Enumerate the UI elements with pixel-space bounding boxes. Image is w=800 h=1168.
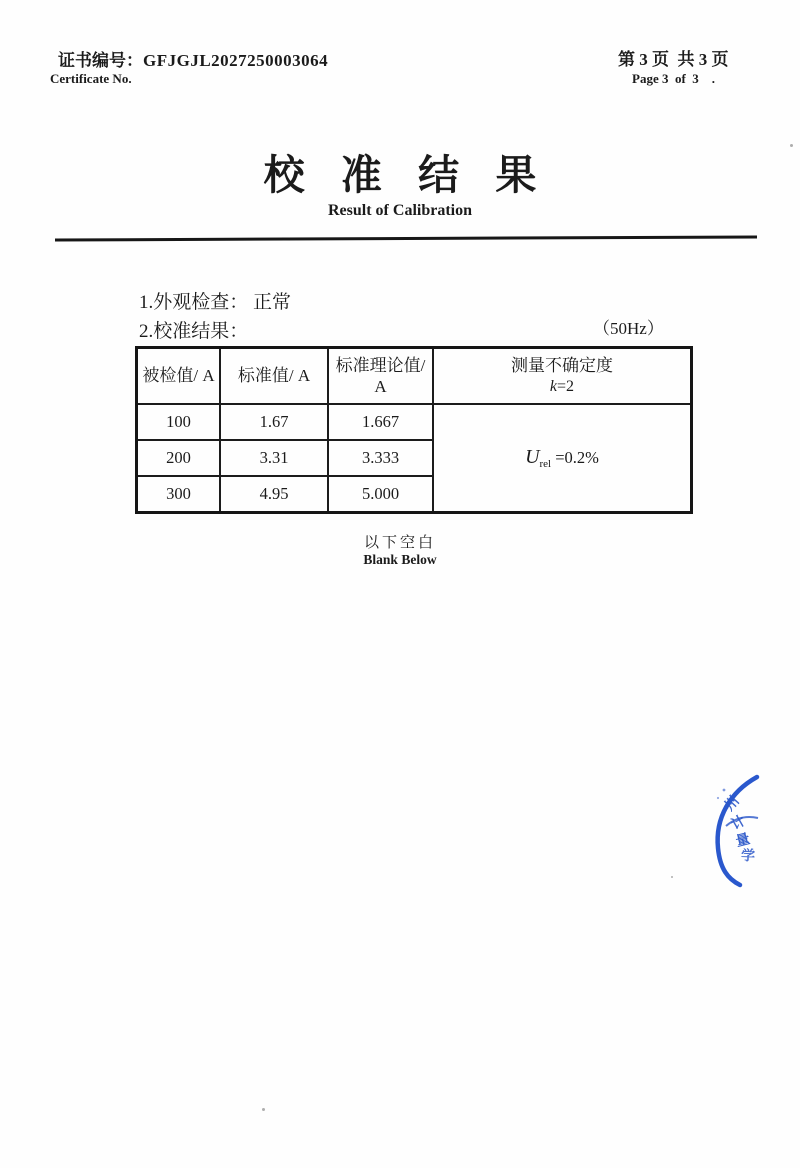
cell-uncertainty-value (433, 404, 692, 513)
header-theoretical-value: 标准理论值/ A (328, 348, 433, 405)
frequency-note: （50Hz） (593, 319, 664, 338)
calibration-result-line: 2.校准结果： (139, 321, 249, 342)
page-indicator-cn: 第 3 页 共 3 页 (618, 50, 729, 69)
certificate-label-en: Certificate No. (50, 70, 132, 86)
page-title: 校 准 结 果 (263, 152, 550, 198)
scan-speck (790, 144, 793, 147)
cell-theoretical-2: 3.333 (328, 440, 433, 476)
certificate-number: GFJGJL2027250003064 (143, 51, 329, 70)
cell-tested-1: 100 (137, 404, 221, 440)
cell-tested-3: 300 (137, 476, 221, 513)
seal-ink-dot (723, 789, 726, 792)
k-symbol: k (549, 377, 558, 395)
header-standard-value: 标准值/ A (220, 348, 328, 405)
scan-speck (262, 1108, 265, 1111)
uncertainty-k-line (434, 377, 690, 397)
u-subscript: rel (539, 458, 552, 470)
official-seal-stamp (674, 758, 800, 894)
seal-ink-dot (717, 797, 719, 799)
visual-inspection-line: 1.外观检查： 正常 (139, 292, 292, 313)
certificate-number-block (50, 52, 328, 86)
cell-standard-3: 4.95 (220, 476, 328, 513)
u-symbol: U (525, 446, 540, 468)
cell-theoretical-3: 5.000 (328, 476, 433, 513)
blank-below-cn: 以下空白 (363, 535, 436, 551)
seal-char-3: 量 (734, 832, 752, 850)
header-uncertainty (433, 348, 692, 405)
header-tested-value: 被检值/ A (137, 348, 221, 405)
calibration-results-table (135, 346, 693, 514)
cell-standard-1: 1.67 (220, 404, 328, 440)
title-divider (55, 235, 757, 241)
page-indicator-en: Page 3 of 3 . (632, 71, 716, 87)
certificate-label-cn: 证书编号： (58, 51, 143, 70)
page-indicator (618, 50, 729, 87)
cell-tested-2: 200 (137, 440, 221, 476)
cell-theoretical-1: 1.667 (328, 404, 433, 440)
seal-char-1: 州 (722, 793, 743, 815)
blank-below-en: Blank Below (363, 552, 437, 567)
certificate-number-line (50, 52, 328, 71)
scan-speck (671, 876, 673, 878)
uncertainty-title: 测量不确定度 (511, 356, 613, 376)
table-header-row (137, 348, 692, 405)
page-subtitle: Result of Calibration (328, 202, 472, 219)
seal-char-2: 计 (729, 813, 749, 834)
k-value: =2 (557, 377, 575, 395)
table-row (137, 404, 692, 440)
seal-char-4: 学 (740, 848, 756, 865)
u-value: =0.2% (551, 448, 599, 467)
cell-standard-2: 3.31 (220, 440, 328, 476)
